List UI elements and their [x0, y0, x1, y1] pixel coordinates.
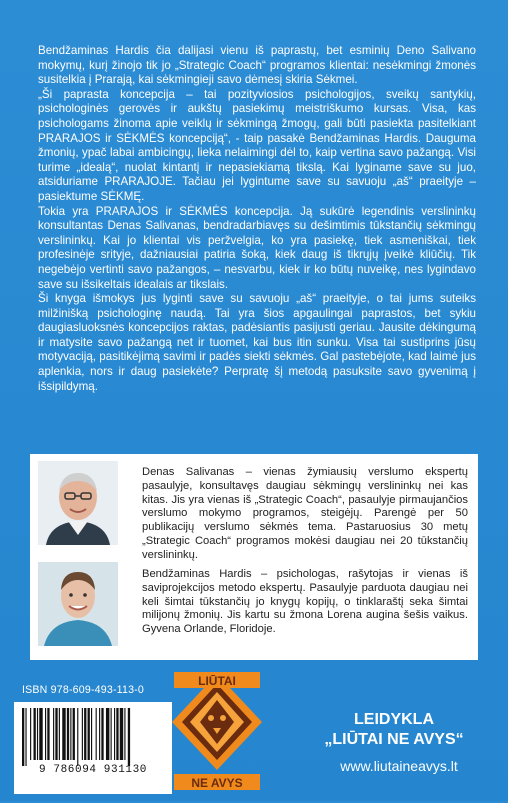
- barcode-bar: [67, 708, 69, 760]
- publisher-name: [296, 710, 492, 750]
- barcode-bar: [116, 708, 118, 760]
- barcode-bar: [47, 708, 49, 760]
- barcode-bar: [34, 708, 36, 760]
- barcode-bar: [55, 708, 57, 760]
- barcode-bar: [99, 708, 100, 760]
- lion-logo-icon: [168, 670, 266, 798]
- barcode-bar: [77, 708, 78, 766]
- blurb-paragraph: „Ši paprasta koncepcija – tai pozityviosios psichologijos, sveikų santykių, psichologinės gerovės ir aukštų pasiekimų meistriškumo kursas. Visa, kas psichologams žinoma apie veiklų ir sėkmingą žmogų, gali būti pasiekta pasitelkiant PRARAJOS ir SĖKMĖS koncepciją“, - taip pasakė Bendžaminas Hardis. Dauguma žmonių, ypač labai ambicingų, lieka nelaimingi dėl to, kaip vertina savo pažangą. Visi turime „idealą“, nuolat kintantį ir nepasiekiamą tikslą. Kai lyginame save su juo, atsiduriame PRARAJOJE. Tačiau jei lygintume save su savuoju „aš“ praeityje – pasiektume SĖKMĘ.: [38, 87, 476, 203]
- blurb-paragraph: Bendžaminas Hardis čia dalijasi vienu iš paprastų, bet esminių Deno Salivano mokymų, kurį žinojo tik jo „Strategic Coach“ programos klientai: nesėkmingi žmonės susitelkia į Prarają, kai sėkmingieji savo dėmesį skiria Sėkmei.: [38, 44, 476, 87]
- publisher-line-2: „LIŪTAI NE AVYS“: [324, 731, 464, 748]
- barcode-bar: [37, 708, 38, 760]
- barcode-bar: [82, 708, 83, 760]
- barcode-bar: [84, 708, 86, 760]
- barcode-bar: [25, 708, 26, 766]
- barcode-bar: [120, 708, 123, 760]
- publisher-line-1: LEIDYKLA: [354, 711, 434, 728]
- logo-text-bottom: NE AVYS: [191, 776, 243, 790]
- barcode-bar: [88, 708, 90, 760]
- barcode-bar: [30, 708, 31, 760]
- barcode-bar: [96, 708, 97, 760]
- blurb-text: [38, 44, 476, 394]
- author-bio-bendzaminas: Bendžaminas Hardis – psichologas, rašytojas ir vienas iš saviprojekcijos metodo ekspertų. Pasaulyje parduota daugiau nei keli šimtai tūkstančių jo knygų kopijų, o tinklaraštį seka šimtai milijonų žmonių. Jis kartu su žmona Lorena augina šešis vaikus. Gyvena Orlande, Floridoje.: [142, 568, 468, 636]
- barcode-number: 9 786094 931130: [38, 764, 148, 776]
- barcode-bar: [124, 708, 125, 760]
- barcode-bar: [114, 708, 115, 760]
- barcode-bar: [128, 708, 130, 766]
- author-portrait-icon: [38, 562, 118, 646]
- author-photo-bendzaminas: [38, 562, 118, 646]
- author-portrait-icon: [38, 461, 118, 545]
- barcode-bar: [45, 708, 46, 760]
- logo-text-top: LIŪTAI: [198, 674, 236, 688]
- barcode: [14, 702, 172, 794]
- author-bio-denas: Denas Salivanas – vienas žymiausių verslumo ekspertų pasaulyje, konsultavęs daugiau sėkmingų verslininkų nei kas kitas. Jis yra vienas iš „Strategic Coach“, pasaulyje pirmaujančios verslumo mokymo programos, steigėjų. Parengė per 50 publikacijų verslumo sėkmės tema. Pastaruosius 30 metų „Strategic Coach“ programos mokėsi daugiau nei 20 tūkstančių verslininkų.: [142, 466, 468, 561]
- barcode-bar: [106, 708, 109, 760]
- barcode-bar: [101, 708, 103, 760]
- barcode-bar: [62, 708, 65, 760]
- barcode-bar: [53, 708, 54, 760]
- barcode-bar: [111, 708, 112, 760]
- blurb-paragraph: Tokia yra PRARAJOS ir SĖKMĖS koncepcija. Ją sukūrė legendinis verslininkų konsultantas Denas Salivanas, bendradarbiavęs su dešimtimis tūkstančių sėkmingų verslininkų. Kai jo klientai vis peržvelgia, ko yra pasiekę, tiek asmeniškai, tiek profesinėje srityje, dažniausiai patiria šoką, kiek daug iš tikrųjų įveikė kliūčių. Tik negebėjo vertinti savo pažangos, – nesvarbu, kiek ir ko būtų nuveikę, nes lygindavo save su išsikeltais idealais ar tikslais.: [38, 204, 476, 291]
- barcode-bar: [22, 708, 24, 766]
- barcode-bar: [39, 708, 42, 760]
- barcode-icon: [14, 706, 172, 768]
- barcode-bar: [73, 708, 75, 760]
- barcode-bar: [70, 708, 71, 760]
- author-photo-denas: [38, 461, 118, 545]
- blurb-paragraph: Ši knyga išmokys jus lyginti save su savuoju „aš“ praeityje, o tai jums suteiks milžinišką psichologinę naudą. Tai yra šios apgaulingai paprastos, bet sykiu daugiasluoksnės koncepcijos raktas, padėsiantis pasijusti geriau. Jausite dėkingumą ir matysite savo pažangą net ir tuomet, kai bus itin sunku. Visa tai sustiprins jūsų motyvaciją, pasitikėjimą savimi ir padės siekti sėkmės. Gal pastebėjote, kad laimė jus aplenkia, nors ir daug pasiekėte? Perpratę šį metodą pasuksite savo gyvenimą į išsipildymą.: [38, 292, 476, 393]
- author-panel: [30, 454, 478, 660]
- isbn-barcode-block: [14, 684, 174, 796]
- publisher-logo: [168, 670, 266, 798]
- barcode-bar: [91, 708, 92, 760]
- isbn-label: ISBN 978-609-493-113-0: [22, 684, 144, 696]
- barcode-bar: [59, 708, 60, 760]
- publisher-website-link[interactable]: www.liutaineavys.lt: [340, 758, 458, 774]
